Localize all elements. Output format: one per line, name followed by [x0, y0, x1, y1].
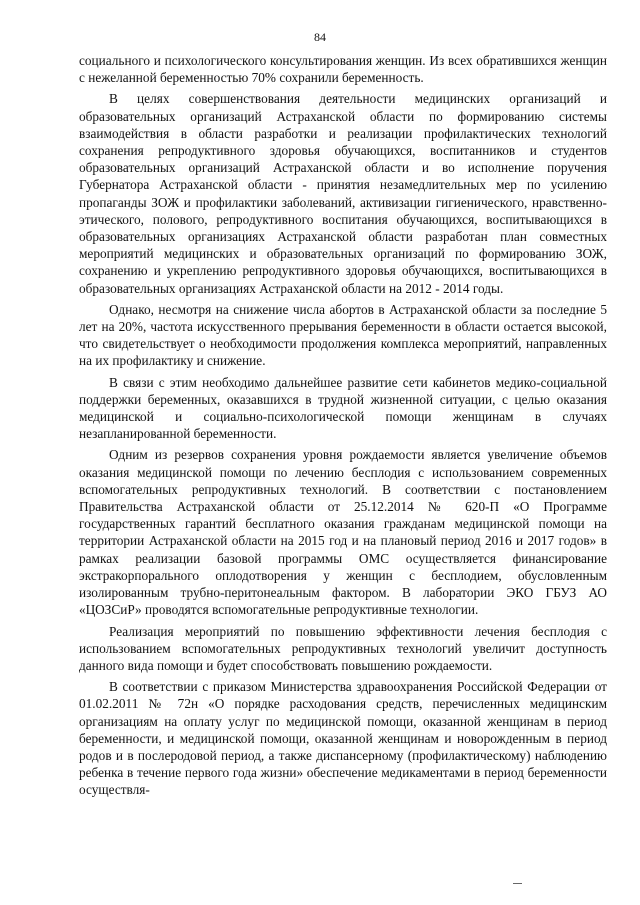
paragraph: Реализация мероприятий по повышению эффективности лечения бесплодия с использованием вспомогательных репродуктивных технологий увеличит доступность данного вида помощи и будет способствовать повышению рождаемости. — [79, 623, 607, 673]
page-number: 84 — [314, 30, 326, 44]
paragraph: В связи с этим необходимо дальнейшее развитие сети кабинетов медико-социальной поддержки беременных, оказавшихся в трудной жизненной ситуации, с целью оказания медицинской и социально-психологической помощи женщинам в случаях незапланированной беременности. — [79, 374, 607, 442]
scan-mark — [513, 883, 522, 884]
paragraph: В соответствии с приказом Министерства здравоохранения Российской Федерации от 01.02.2011 № 72н «О порядке расходования средств, перечисленных медицинским организациям на оплату услуг по медицинской помощи, оказанной женщинам в период беременности, и медицинской помощи, оказанной женщинам и новорожденным в период родов и в послеродовой период, а также диспансерному (профилактическому) наблюдению ребенка в течение первого года жизни» обеспечение медикаментами в период беременности осуществля- — [79, 679, 607, 798]
paragraph: В целях совершенствования деятельности медицинских организаций и образовательных организаций Астраханской области по формированию системы взаимодействия в области разработки и реализации профилактических технологий сохранения репродуктивного здоровья обучающихся, воспитанников и студентов образовательных организаций Астраханской области и во исполнение поручения Губернатора Астраханской области - принятия незамедлительных мер по усилению пропаганды ЗОЖ и профилактики заболеваний, активизации гигиенического, нравственно-этического, полового, репродуктивного воспитания обучающихся, воспитывающихся в образовательных организациях Астраханской области разработан план совместных мероприятий медицинских и образовательных организаций по формированию ЗОЖ, сохранению и укреплению репродуктивного здоровья обучающихся, воспитывающихся в образовательных организациях Астраханской области на 2012 - 2014 годы. — [79, 91, 607, 296]
paragraph: Однако, несмотря на снижение числа абортов в Астраханской области за последние 5 лет на 20%, частота искусственного прерывания беременности в области остается высокой, что свидетельствует о необходимости продолжения комплекса мероприятий, направленных на их профилактику и снижение. — [79, 301, 607, 369]
paragraph: Одним из резервов сохранения уровня рождаемости является увеличение объемов оказания медицинской помощи по лечению бесплодия с использованием современных вспомогательных репродуктивных технологий. В соответствии с постановлением Правительства Астраханской области от 25.12.2014 № 620-П «О Программе государственных гарантий бесплатного оказания гражданам медицинской помощи на территории Астраханской области на 2015 год и на плановый период 2016 и 2017 годов» в рамках реализации базовой программы ОМС осуществляется финансирование экстракорпорального оплодотворения у женщин с бесплодием, обусловленным изолированным трубно-перитонеальным фактором. В лаборатории ЭКО ГБУЗ АО «ЦОЗСиР» проводятся вспомогательные репродуктивные технологии. — [79, 447, 607, 618]
document-body — [79, 52, 607, 799]
paragraph: социального и психологического консультирования женщин. Из всех обратившихся женщин с нежеланной беременностью 70% сохранили беременность. — [79, 53, 607, 86]
